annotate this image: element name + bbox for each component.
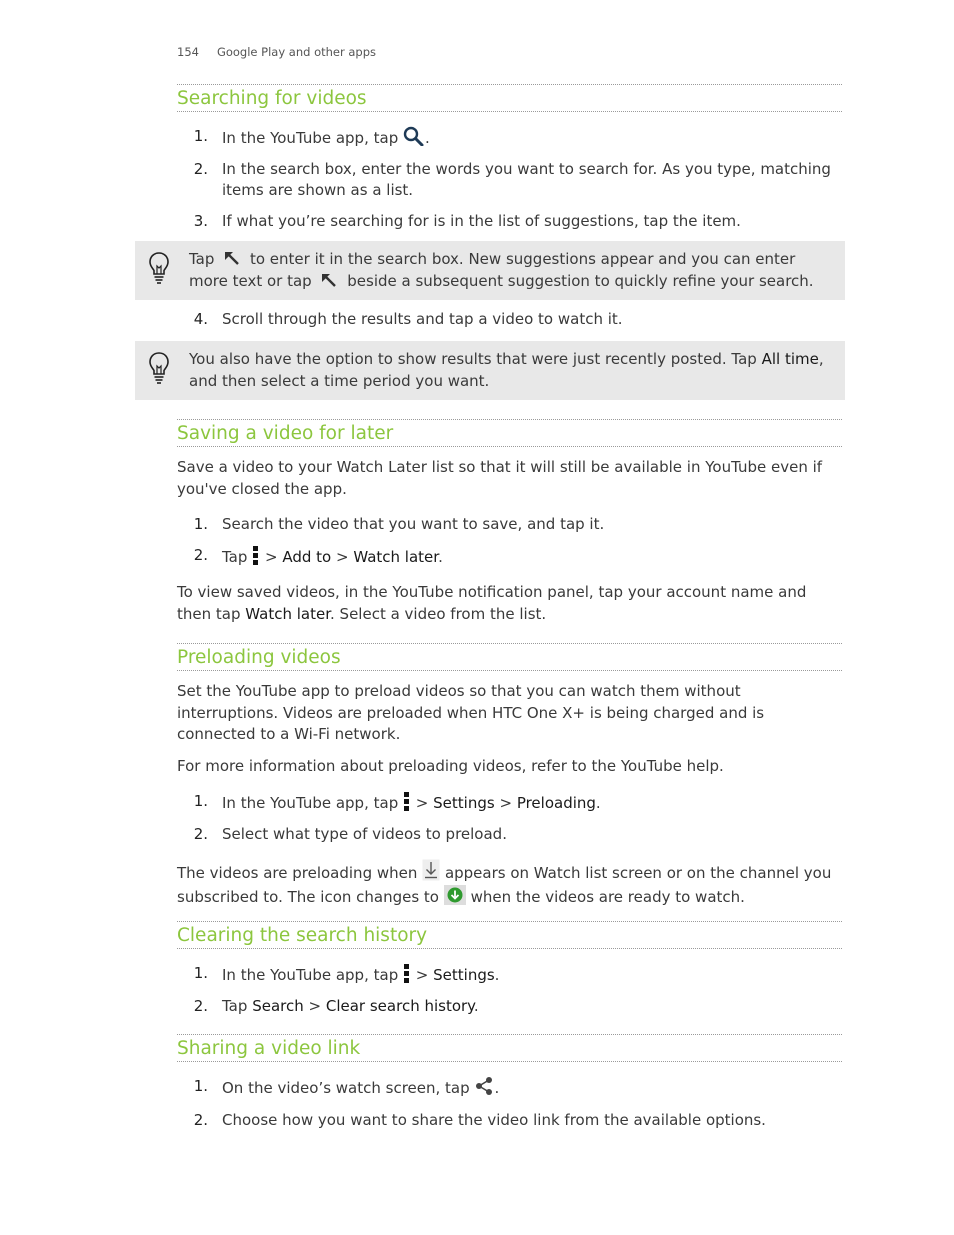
steps-list xyxy=(177,514,842,568)
intro-paragraph: Set the YouTube app to preload videos so that you can watch them without interruptions. Videos are preloaded when HTC One X+ is being charged and is connected to a Wi-Fi network. xyxy=(177,682,765,743)
steps-list xyxy=(177,126,842,232)
steps-list xyxy=(177,791,842,845)
section-searching-cont xyxy=(177,309,842,331)
outro-paragraph: To view saved videos, in the YouTube notification panel, tap your account name and then tap Watch later. Select a video from the list. xyxy=(177,583,807,623)
section-title: Saving a video for later xyxy=(177,419,842,447)
section-title: Sharing a video link xyxy=(177,1034,842,1062)
section-sharing xyxy=(177,1034,842,1131)
arrow-up-left-icon xyxy=(316,273,342,289)
list-item: 2. Tap Search > Clear search history. xyxy=(193,996,479,1015)
list-item: 2. Select what type of videos to preload. xyxy=(193,824,507,843)
list-item: 1. In the YouTube app, tap . xyxy=(193,127,430,147)
chapter-title: Google Play and other apps xyxy=(216,45,377,59)
section-searching xyxy=(177,84,842,232)
section-saving xyxy=(177,419,842,625)
list-item: 1. On the video’s watch screen, tap . xyxy=(193,1077,500,1097)
section-clearing xyxy=(177,921,842,1017)
outro-paragraph: The videos are preloading when appears on Watch list screen or on the channel you subscribed to. The icon changes to when the videos are ready to watch. xyxy=(177,859,842,908)
list-item: 4. Scroll through the results and tap a video to watch it. xyxy=(193,310,623,328)
lightbulb-icon xyxy=(147,351,171,385)
info-paragraph: For more information about preloading videos, refer to the YouTube help. xyxy=(177,756,724,775)
list-item: 1. In the YouTube app, tap > Settings > Preloading. xyxy=(193,792,601,812)
section-title: Clearing the search history xyxy=(177,921,842,949)
download-complete-icon xyxy=(444,885,466,905)
arrow-up-left-icon xyxy=(219,251,245,267)
lightbulb-icon xyxy=(147,251,171,285)
page-header xyxy=(177,45,376,59)
list-item: 2. Choose how you want to share the video link from the available options. xyxy=(193,1110,766,1129)
tip-box: You also have the option to show results that were just recently posted. Tap All time, and then select a time period you want. xyxy=(135,341,845,400)
share-icon xyxy=(474,1076,494,1096)
list-item: 3. If what you’re searching for is in the list of suggestions, tap the item. xyxy=(193,211,741,230)
menu-dots-icon xyxy=(252,545,260,565)
section-preloading xyxy=(177,643,842,908)
list-item: 2. Tap > Add to > Watch later. xyxy=(193,545,443,566)
list-item: 2. In the search box, enter the words you want to search for. As you type, matching items are shown as a list. xyxy=(193,159,831,199)
section-title: Preloading videos xyxy=(177,643,842,671)
section-title: Searching for videos xyxy=(177,84,842,112)
steps-list xyxy=(177,963,842,1017)
steps-list xyxy=(177,1076,842,1131)
menu-dots-icon xyxy=(403,791,411,811)
list-item: 1. Search the video that you want to save, and tap it. xyxy=(193,515,605,533)
intro-paragraph: Save a video to your Watch Later list so that it will still be available in YouTube even if you've closed the app. xyxy=(177,458,823,498)
page-number: 154 xyxy=(177,45,199,59)
menu-dots-icon xyxy=(403,963,411,983)
steps-list xyxy=(177,309,842,331)
download-arrow-icon xyxy=(422,859,440,881)
list-item: 1. In the YouTube app, tap > Settings. xyxy=(193,964,500,984)
tip-box: Tap to enter it in the search box. New suggestions appear and you can enter more text or tap beside a subsequent suggestion to quickly refine your search. xyxy=(135,241,845,300)
search-icon xyxy=(403,126,425,146)
